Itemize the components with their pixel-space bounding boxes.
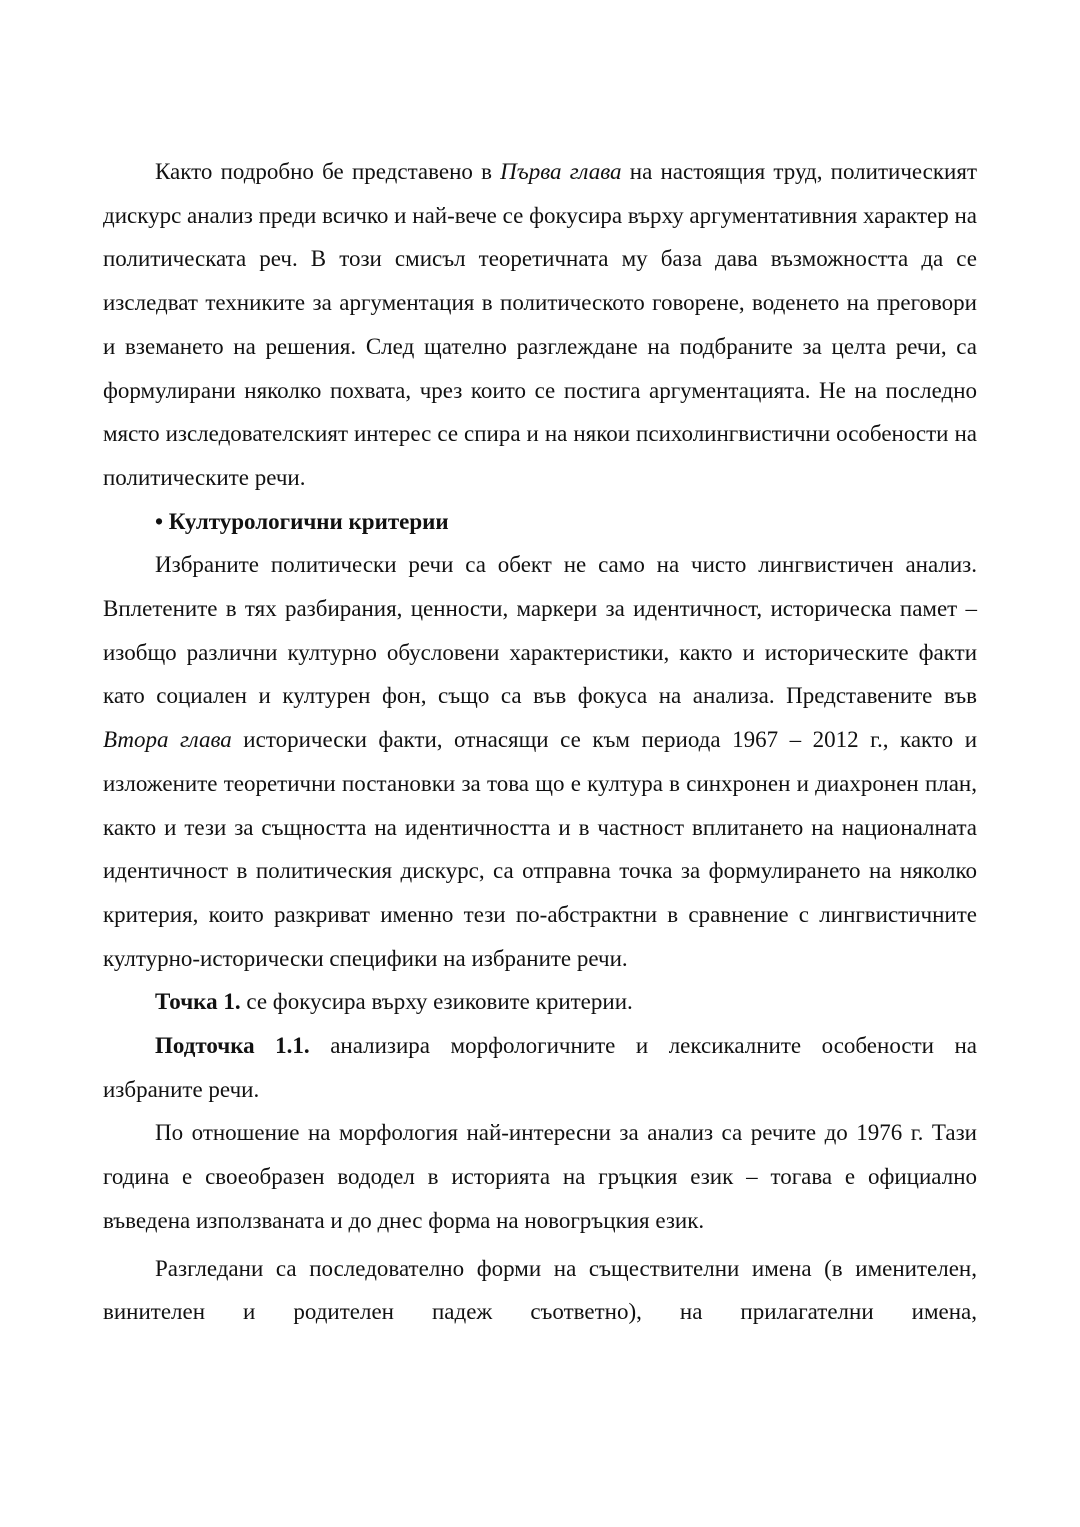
text: се фокусира върху езиковите критерии. — [240, 989, 633, 1015]
italic-term: Първа глава — [500, 159, 622, 184]
point-label: Подточка 1.1. — [155, 1033, 310, 1059]
heading-text: • Културологични критерии — [155, 508, 449, 534]
italic-term: Втора глава — [103, 727, 232, 753]
text: Както подробно бе представено в — [155, 159, 501, 184]
text: Избраните политически речи са обект не само на чисто лингвистичен анализ. Вплетените в тях разбирания, ценности, маркери за идентичност, историческа памет – изобщо различни културно обусловени характеристики, както и историческите факти като социален и културен фон, също са във фокуса на анализа. Представените във — [103, 552, 977, 709]
text: анализира морфологичните и лексикалните особености на избраните речи. — [103, 1033, 978, 1102]
paragraph-forms — [103, 1247, 977, 1334]
text: Разгледани са последователно форми на съществителни имена (в именителен, винителен и родителен падеж съответно), на прилагателни имена, — [103, 1255, 977, 1325]
paragraph-subpoint-1-1 — [103, 1024, 977, 1111]
point-label: Точка 1. — [155, 989, 241, 1015]
paragraph-point-1 — [103, 980, 977, 1024]
text: По отношение на морфология най-интересни за анализ са речите до 1976 г. Тази година е своеобразен вододел в историята на гръцкия език – тогава е официално въведена използваната и до днес форма на новогръцкия език. — [103, 1120, 977, 1233]
paragraph-cultural — [103, 543, 977, 980]
text: исторически факти, отнасящи се към периода 1967 – 2012 г., както и изложените теоретични постановки за това що е култура в синхронен и диахронен план, както и тези за същността на идентичността и в частност вплитането на националната идентичност в политическия дискурс, са отправна точка за формулирането на няколко критерия, които разкриват именно тези по-абстрактни в сравнение с лингвистичните културно-исторически специфики на избраните речи. — [103, 727, 977, 971]
paragraph-intro — [103, 150, 977, 500]
paragraph-morphology — [103, 1111, 977, 1242]
section-heading — [103, 500, 977, 544]
text: на настоящия труд, политическият дискурс анализ преди всичко и най-вече се фокусира върху аргументативния характер на политическата реч. В този смисъл теоретичната му база дава възможността да се изследват техниките за аргументация в политическото говорене, воденето на преговори и вземането на решения. След щателно разглеждане на подбраните за целта речи, са формулирани няколко похвата, чрез които се постига аргументацията. Не на последно място изследователският интерес се спира и на някои психолингвистични особености на политическите речи. — [103, 159, 977, 490]
